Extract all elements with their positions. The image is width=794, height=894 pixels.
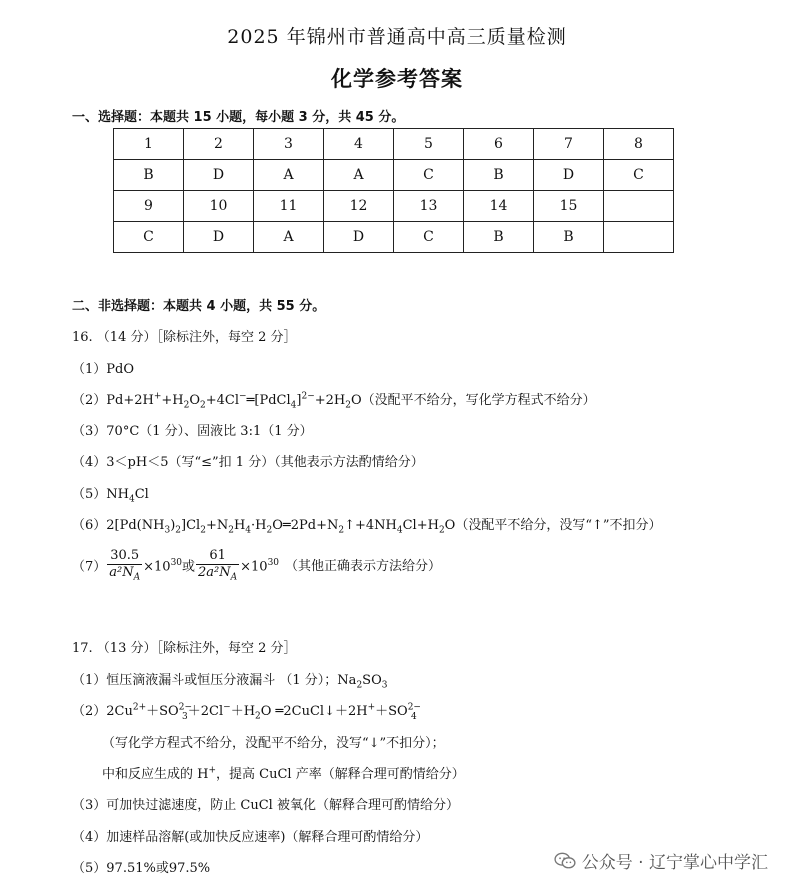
section2-heading: 二、非选择题：本题共 4 小题，共 55 分。 [72, 299, 326, 314]
answer-cell: B [114, 160, 184, 191]
wechat-icon [554, 852, 576, 870]
q16-answer-3: （3）70°C（1 分）、固液比 3:1（1 分） [72, 424, 313, 439]
answer-cell: 2 [184, 129, 254, 160]
document-subtitle: 化学参考答案 [331, 67, 463, 91]
q16-answer-1: （1）PdO [72, 362, 134, 377]
q17-header: 17. （13 分）［除标注外，每空 2 分］ [72, 641, 297, 656]
answer-cell: 1 [114, 129, 184, 160]
answer-cell: 11 [254, 191, 324, 222]
answer-cell: 4 [324, 129, 394, 160]
answer-cell: C [394, 222, 464, 253]
answer-cell: C [604, 160, 674, 191]
answer-cell: 5 [394, 129, 464, 160]
q16-answer-6: $(6)2[Pd(NH_3)_2]Cl_2+N_2H_4\cdot H_2O═2Pd+N_2↑+4NH_4Cl+H_2O$（没配平不给分，没写“↑”不扣分） [72, 518, 662, 536]
q17-answer-3: （3）可加快过滤速度，防止 CuCl 被氧化（解释合理可酌情给分） [72, 798, 459, 813]
answer-cell: 14 [464, 191, 534, 222]
watermark [554, 848, 768, 873]
answer-table-row [114, 160, 674, 191]
answer-cell: 10 [184, 191, 254, 222]
fraction-2: $\frac{61}{2a^2N_A}$ [198, 548, 238, 583]
answer-cell: 8 [604, 129, 674, 160]
answer-cell: D [184, 222, 254, 253]
answer-cell: 7 [534, 129, 604, 160]
q17-answer-2-reason: 中和反应生成的 H+，提高 CuCl 产率（解释合理可酌情给分） [102, 765, 465, 782]
answer-cell: B [464, 160, 534, 191]
answer-cell: 9 [114, 191, 184, 222]
answer-cell: A [324, 160, 394, 191]
answer-cell: 6 [464, 129, 534, 160]
q16-header: 16. （14 分）［除标注外，每空 2 分］ [72, 330, 297, 345]
q16-answer-4: （4）3＜pH＜5（写“≤”扣 1 分）（其他表示方法酌情给分） [72, 455, 424, 470]
answer-cell: A [254, 160, 324, 191]
answer-table-row [114, 222, 674, 253]
answer-cell [604, 222, 674, 253]
answer-cell: 3 [254, 129, 324, 160]
answer-cell: A [254, 222, 324, 253]
document-title: 2025 年锦州市普通高中高三质量检测 [227, 26, 567, 48]
fraction-1: $\frac{30.5}{a^2N_A}$ [109, 548, 141, 583]
answer-table [113, 128, 674, 253]
answer-cell [604, 191, 674, 222]
answer-cell: B [534, 222, 604, 253]
answer-table-row [114, 191, 674, 222]
answer-cell: C [114, 222, 184, 253]
q17-answer-5: （5）97.51%或97.5% [72, 861, 211, 876]
watermark-text: 公众号 · 辽宁掌心中学汇 [581, 853, 768, 873]
q17-answer-1: （1）恒压滴液漏斗或恒压分液漏斗 （1 分）；$Na_2SO_3$ [72, 673, 388, 691]
answer-cell: 13 [394, 191, 464, 222]
q16-answer-7: （7） $\frac{30.5}{a^2N_A}$ $\times 10^{30}$或 $\frac{61}{2a^2N_A}$ $\times 10^{30}$ （其他正确表示方法给分） [72, 548, 441, 586]
section1-heading: 一、选择题：本题共 15 小题，每小题 3 分，共 45 分。 [72, 110, 405, 125]
q16-answer-5: $(5)NH_4Cl$ [72, 487, 149, 505]
q17-answer-4: （4）加速样品溶解(或加快反应速率)（解释合理可酌情给分） [72, 830, 429, 845]
answer-cell: D [184, 160, 254, 191]
answer-cell: 12 [324, 191, 394, 222]
answer-cell: C [394, 160, 464, 191]
answer-cell: B [464, 222, 534, 253]
answer-table-row [114, 129, 674, 160]
q16-answer-2: $(2)Pd+2H^++H_2O_2+4Cl^-═[PdCl_4]^{2-}+2H_2O$（没配平不给分，写化学方程式不给分） [72, 391, 596, 411]
answer-cell: D [324, 222, 394, 253]
answer-cell: 15 [534, 191, 604, 222]
q17-answer-2: $(2)2Cu^{2+}+SO^{2-}_3+2Cl^-+H_2O$ $═2CuCl↓+2H^++SO^{2-}_4$ [72, 702, 421, 722]
answer-cell: D [534, 160, 604, 191]
q17-answer-2-note: （写化学方程式不给分，没配平不给分，没写“↓”不扣分）； [102, 736, 445, 751]
